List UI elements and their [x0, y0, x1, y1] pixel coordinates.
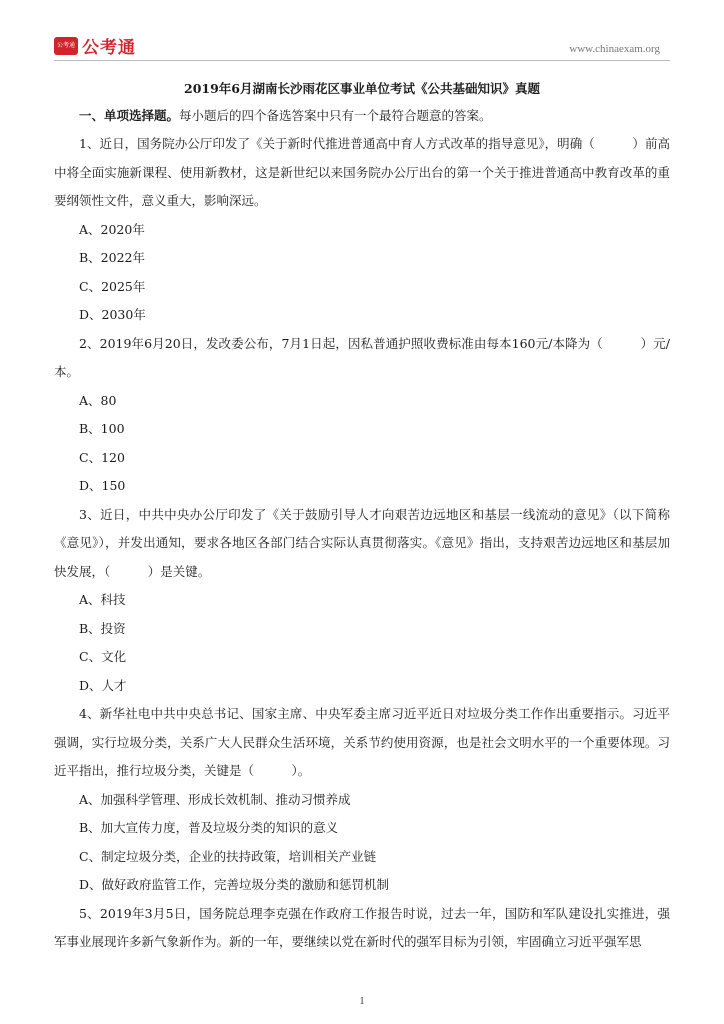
page-number: 1 [359, 996, 365, 1007]
option-c: C、120 [79, 449, 125, 465]
option-d: D、150 [79, 478, 126, 493]
document-title: 2019年6月湖南长沙雨花区事业单位考试《公共基础知识》真题 [184, 81, 540, 96]
section-heading-label: 一、单项选择题。 [79, 108, 180, 123]
question-5 [54, 900, 670, 957]
question-text: 4、新华社电中共中央总书记、国家主席、中央军委主席习近平近日对垃圾分类工作作出重要指示。习近平强调，实行垃圾分类，关系广大人民群众生活环境，关系节约使用资源，也是社会文明水平的一个重要体现。习近平指出，推行垃圾分类，关键是（ ）。 [54, 706, 670, 778]
option-b: B、投资 [79, 620, 126, 636]
option-d: D、人才 [79, 677, 127, 693]
question-2 [54, 330, 670, 501]
site-url: www.chinaexam.org [569, 43, 660, 55]
page-header [0, 0, 724, 64]
option-c: C、制定垃圾分类，企业的扶持政策，培训相关产业链 [79, 848, 377, 864]
question-3 [54, 501, 670, 701]
option-b: B、加大宣传力度，普及垃圾分类的知识的意义 [79, 820, 339, 835]
option-d: D、2030年 [79, 307, 146, 322]
logo-text: 公考通 [82, 38, 136, 58]
section-heading [54, 102, 670, 130]
question-text: 5、2019年3月5日，国务院总理李克强在作政府工作报告时说，过去一年，国防和军队建设扎实推进，强军事业展现许多新气象新作为。新的一年，要继续以党在新时代的强军目标为引领，牢固确立习近平强军思 [54, 905, 670, 949]
option-a: A、科技 [79, 592, 126, 607]
section-instruction: 每小题后的四个备选答案中只有一个最符合题意的答案。 [179, 108, 492, 123]
option-a: A、加强科学管理、形成长效机制、推动习惯养成 [79, 791, 351, 807]
option-c: C、2025年 [79, 278, 146, 294]
header-divider [54, 60, 670, 61]
question-text: 1、近日，国务院办公厅印发了《关于新时代推进普通高中育人方式改革的指导意见》，明确（ ）前高中将全面实施新课程、使用新教材，这是新世纪以来国务院办公厅出台的第一个关于推进普通高中教育改革的重要纲领性文件，意义重大，影响深远。 [54, 136, 670, 208]
option-b: B、2022年 [79, 250, 145, 265]
option-a: A、2020年 [79, 221, 145, 237]
option-c: C、文化 [79, 649, 127, 664]
option-b: B、100 [79, 421, 125, 436]
question-4 [54, 700, 670, 900]
question-1 [54, 130, 670, 330]
logo-badge: 公考通 [54, 37, 78, 55]
document-body [54, 76, 670, 957]
option-a: A、80 [79, 392, 117, 408]
question-text: 2、2019年6月20日，发改委公布，7月1日起，因私普通护照收费标准由每本160元/本降为（ ）元/本。 [54, 335, 670, 379]
option-d: D、做好政府监管工作，完善垃圾分类的激励和惩罚机制 [79, 877, 390, 892]
question-text: 3、近日，中共中央办公厅印发了《关于鼓励引导人才向艰苦边远地区和基层一线流动的意见》（以下简称《意见》），并发出通知，要求各地区各部门结合实际认真贯彻落实。《意见》指出，支持艰苦边远地区和基层加快发展，（ ）是关键。 [54, 506, 670, 579]
